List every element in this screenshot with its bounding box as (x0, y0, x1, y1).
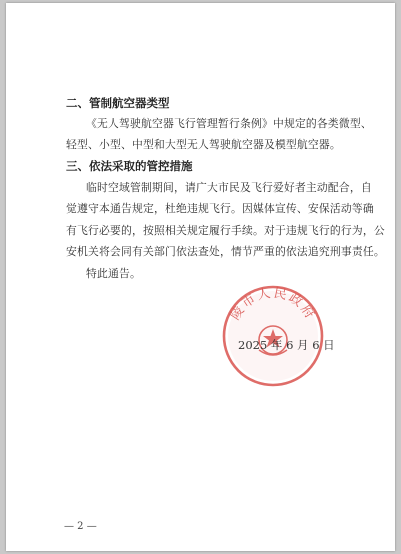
issue-date: 2025 年 6 月 6 日 (238, 338, 335, 352)
section-heading-aircraft-types: 二、管制航空器类型 (66, 96, 170, 110)
section-heading-control-measures: 三、依法采取的管控措施 (66, 159, 193, 173)
official-seal (221, 284, 325, 388)
body-line: 轻型、小型、中型和大型无人驾驶航空器及模型航空器。 (66, 138, 341, 151)
document-page (6, 3, 395, 551)
body-line: 《无人驾驶航空器飞行管理暂行条例》中规定的各类微型、 (86, 117, 372, 130)
document-body (6, 3, 395, 551)
closing-text: 特此通告。 (86, 267, 141, 280)
body-line: 有飞行必要的，按照相关规定履行手续。对于违规飞行的行为，公 (66, 224, 385, 237)
body-line: 觉遵守本通告规定，杜绝违规飞行。因媒体宣传、安保活动等确 (66, 202, 374, 215)
seal-text: 陵市人民政府 (227, 285, 319, 323)
body-line: 安机关将会同有关部门依法查处，情节严重的依法追究刑事责任。 (66, 245, 385, 258)
page-number: — 2 — (64, 521, 97, 532)
body-line: 临时空域管制期间，请广大市民及飞行爱好者主动配合，自 (86, 181, 372, 194)
